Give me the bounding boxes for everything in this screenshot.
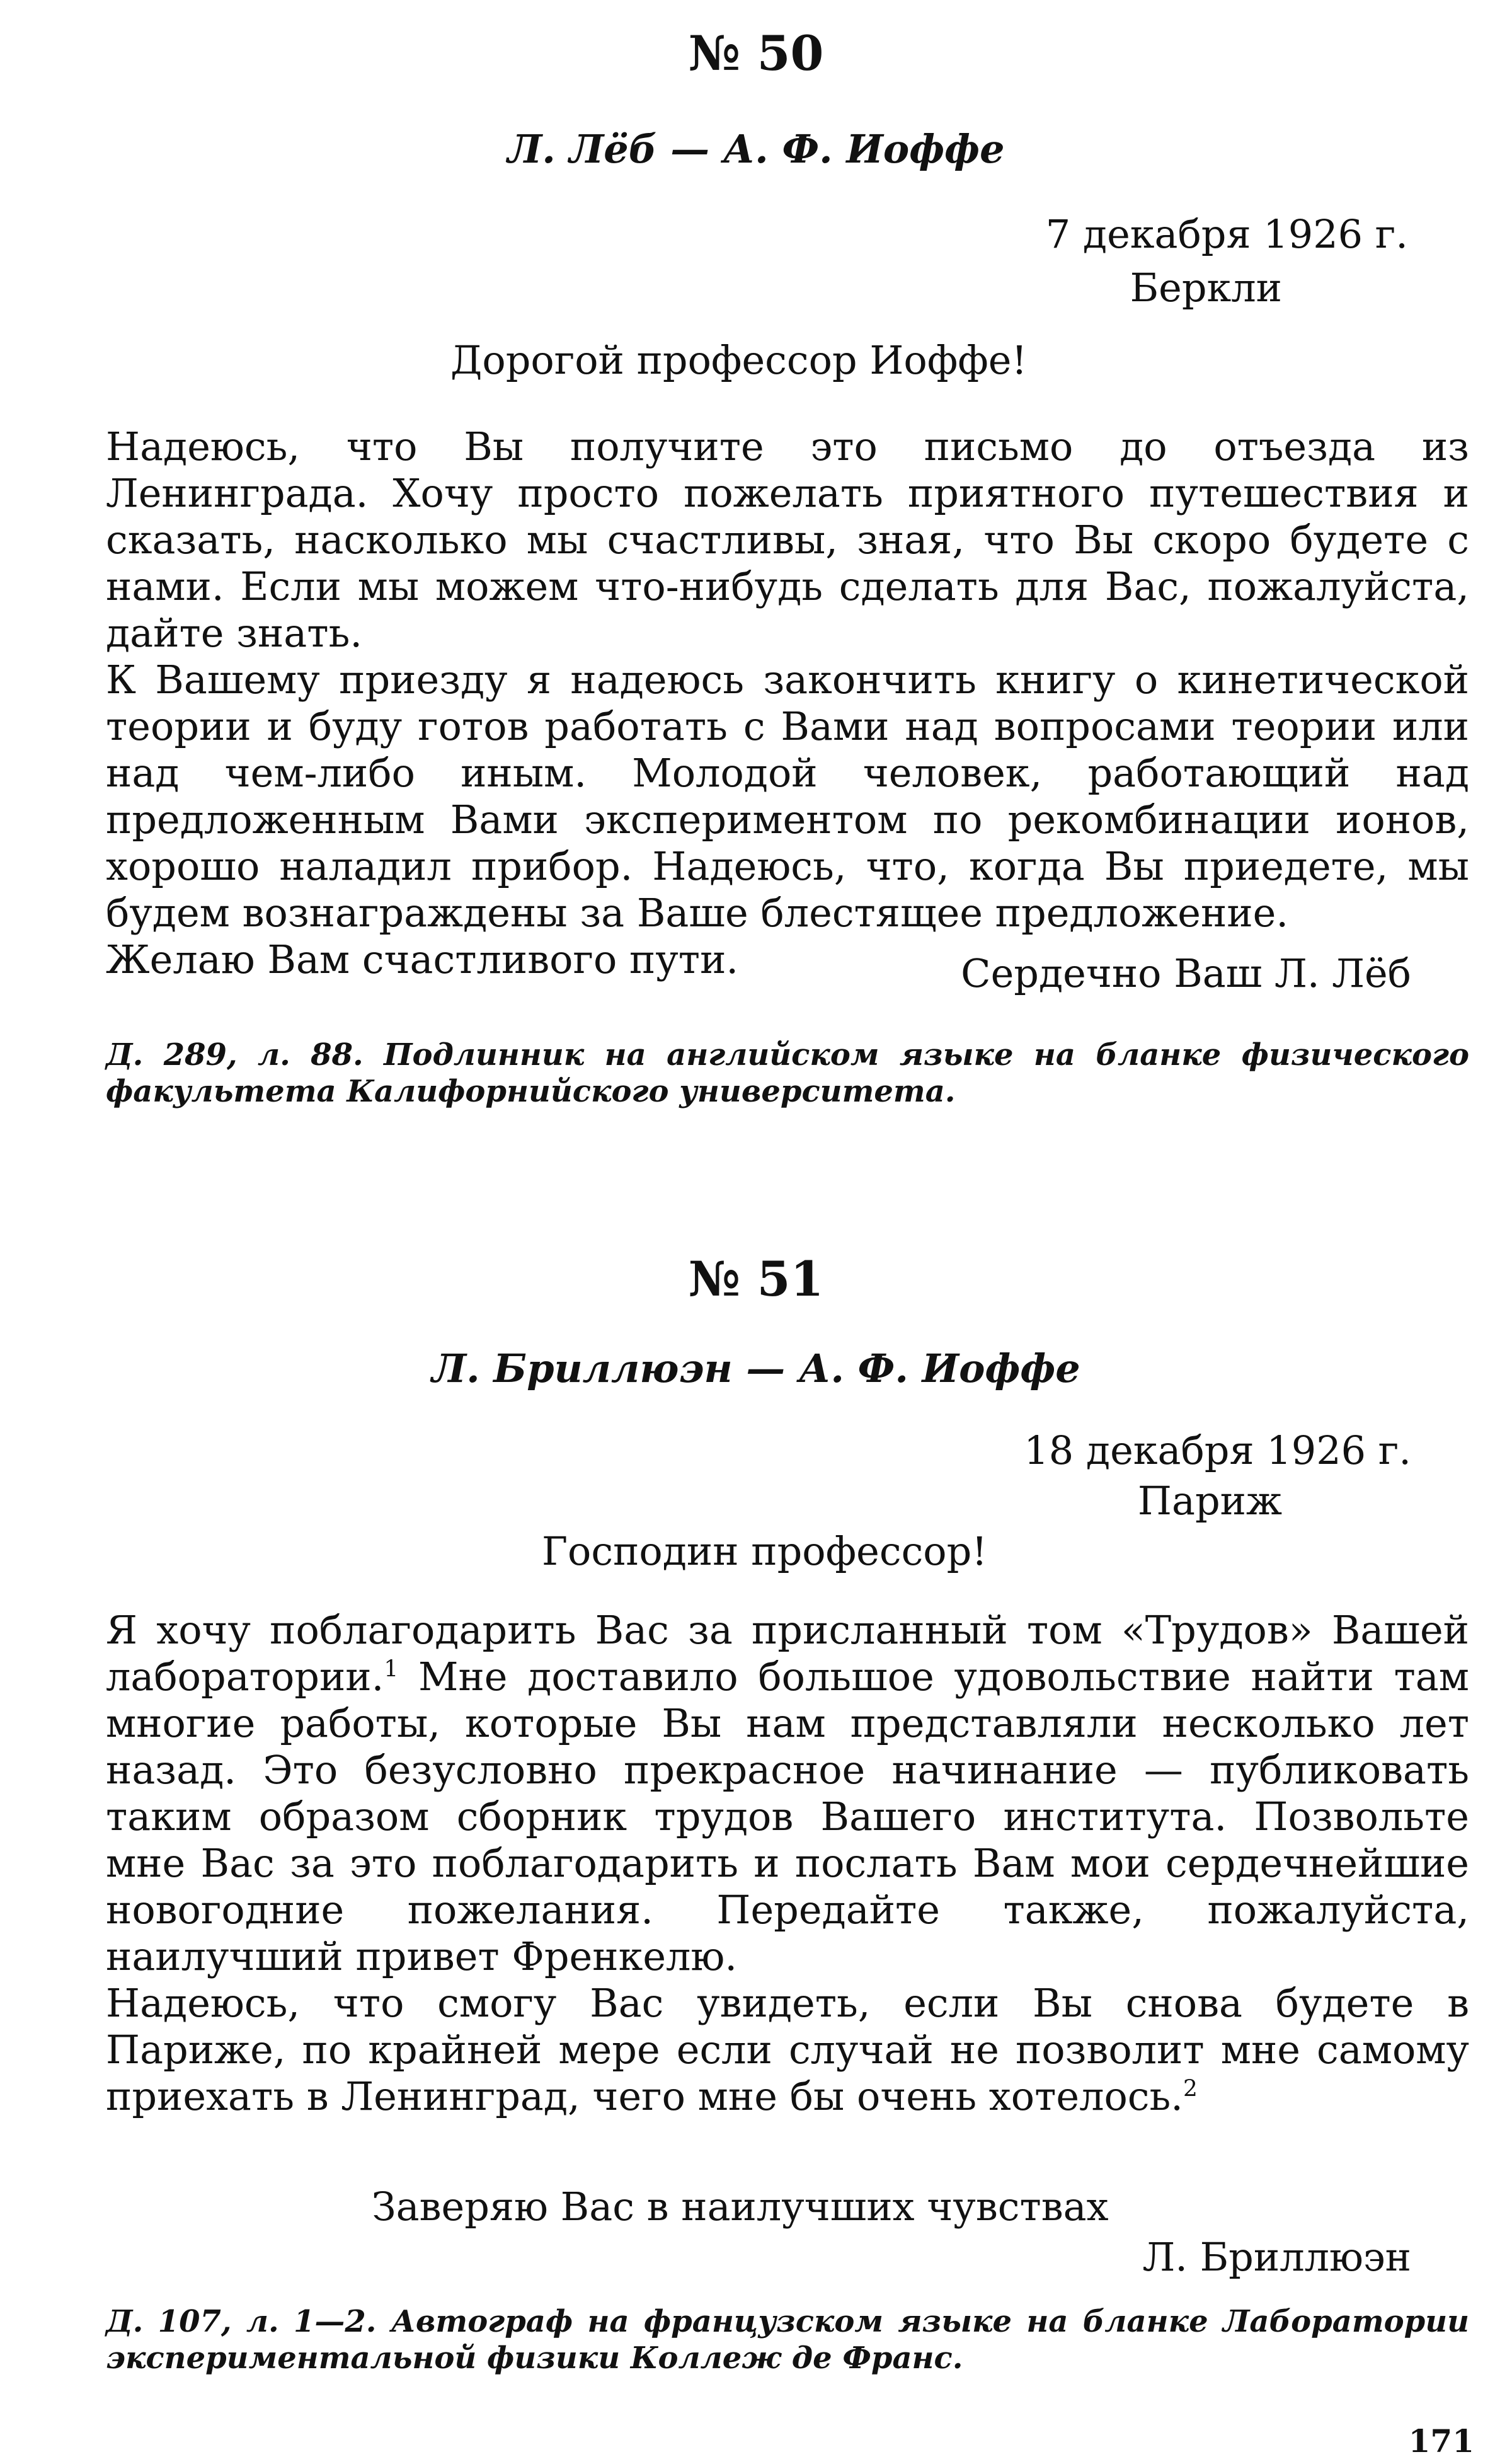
letter-50-paragraph: К Вашему приезду я надеюсь закончить книгу о кинетической теории и буду готов работать с Вами над вопросами теории или над чем-либо иным. Молодой человек, работающий над предложенным Вами экспериментом по рекомбинации ионов, хорошо наладил прибор. Надеюсь, что, когда Вы приедете, мы будем вознаграждены за Ваше блестящее предложение. (106, 657, 1469, 936)
letter-50-closing: Сердечно Ваш Л. Лёб (961, 950, 1411, 996)
letter-51-paragraph (106, 1607, 1469, 1980)
letter-50-body (106, 423, 1469, 983)
footnote-marker: 2 (1183, 2076, 1198, 2102)
letter-51-salutation: Господин профессор! (542, 1528, 988, 1574)
letter-51-paragraph-1-start: Я хочу поблагодарить Вас за присланный том «Трудов» Вашей лаборатории. (106, 1607, 1469, 1700)
letter-51-place: Париж (1137, 1478, 1282, 1524)
letter-51-paragraph-2-text: Надеюсь, что смогу Вас увидеть, если Вы снова будете в Париже, по крайней мере если случай не позволит мне самому приехать в Ленинград, чего мне бы очень хотелось. (106, 1980, 1469, 2119)
letter-51-date: 18 декабря 1926 г. (1024, 1427, 1411, 1473)
letter-50-place: Беркли (1130, 265, 1282, 311)
letter-51-paragraph (106, 1980, 1469, 2120)
letter-50-date: 7 декабря 1926 г. (1045, 211, 1408, 257)
letter-51-body (106, 1607, 1469, 2120)
footnote-marker: 1 (384, 1656, 399, 1683)
letter-50-heading: Л. Лёб — А. Ф. Иоффе (507, 126, 1005, 172)
letter-51-signature: Л. Бриллюэн (1142, 2234, 1411, 2280)
letter-51-archive-note: Д. 107, л. 1—2. Автограф на французском языке на бланке Лаборатории экспериментальной физики Коллеж де Франс. (106, 2304, 1469, 2376)
letter-50-paragraph: Желаю Вам счастливого пути. (106, 936, 739, 982)
letter-51-closing: Заверяю Вас в наилучших чувствах (372, 2184, 1109, 2230)
letter-50-archive-note: Д. 289, л. 88. Подлинник на английском языке на бланке физического факультета Калифорнийского университета. (106, 1037, 1469, 1109)
letter-50-salutation: Дорогой профессор Иоффе! (450, 337, 1028, 383)
letter-51-heading: Л. Бриллюэн — А. Ф. Иоффе (432, 1345, 1080, 1391)
letter-50-paragraph: Надеюсь, что Вы получите это письмо до отъезда из Ленинграда. Хочу просто пожелать приятного путешествия и сказать, насколько мы счастливы, зная, что Вы скоро будете с нами. Если мы можем что-нибудь сделать для Вас, пожалуйста, дайте знать. (106, 423, 1469, 656)
letter-51-number: № 51 (688, 1251, 824, 1307)
letter-50-number: № 50 (688, 25, 824, 81)
page-number: 171 (1408, 2422, 1474, 2460)
letter-51-paragraph-1-end: Мне доставило большое удовольствие найти там многие работы, которые Вы нам представляли несколько лет назад. Это безусловно прекрасное начинание — публиковать таким образом сборник трудов Вашего института. Позвольте мне Вас за это поблагодарить и послать Вам мои сердечнейшие новогодние пожелания. Передайте также, пожалуйста, наилучший привет Френкелю. (106, 1654, 1469, 1979)
